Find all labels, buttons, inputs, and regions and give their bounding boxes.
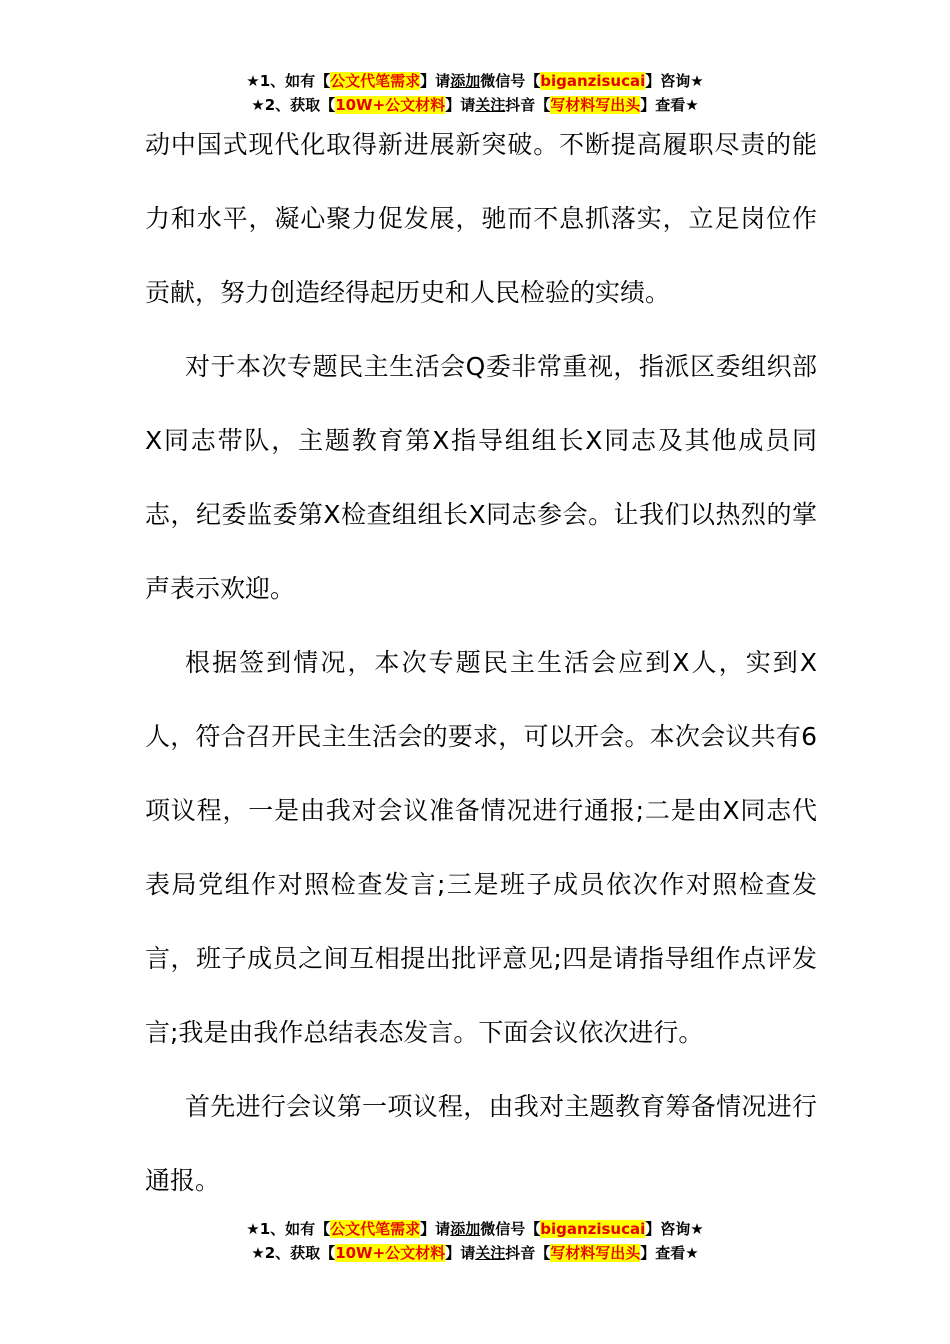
promo-text: 】咨询★ (645, 72, 704, 90)
promo-text: ★2、获取【 (251, 96, 336, 114)
promo-text: 】请 (445, 1244, 476, 1262)
promo-text: ★1、如有【 (246, 1220, 331, 1238)
promo-text: ★2、获取【 (251, 1244, 336, 1262)
promo-text: 】查看★ (640, 96, 699, 114)
footer-promo-banner (0, 1217, 950, 1265)
promo-text: 】请 (420, 72, 451, 90)
promo-text: 】请 (420, 1220, 451, 1238)
promo-text: 】查看★ (640, 1244, 699, 1262)
document-body (145, 108, 817, 1218)
promo-text: 微信号【 (480, 72, 541, 90)
promo-text: 微信号【 (480, 1220, 541, 1238)
promo-highlight: 10W+公文材料 (335, 1244, 446, 1262)
promo-text: 抖音【 (505, 96, 551, 114)
promo-highlight: 写材料写出头 (550, 96, 641, 114)
promo-highlight: 写材料写出头 (550, 1244, 641, 1262)
paragraph: 对于本次专题民主生活会Q委非常重视，指派区委组织部X同志带队，主题教育第X指导组组长X同志及其他成员同志，纪委监委第X检查组组长X同志参会。让我们以热烈的掌声表示欢迎。 (145, 352, 817, 603)
paragraph: 首先进行会议第一项议程，由我对主题教育筹备情况进行通报。 (145, 1092, 817, 1195)
promo-line-2 (0, 1241, 950, 1265)
promo-line-1 (0, 1217, 950, 1241)
promo-text: 】咨询★ (645, 1220, 704, 1238)
promo-underline: 关注 (475, 1244, 506, 1262)
paragraph: 根据签到情况，本次专题民主生活会应到X人，实到X人，符合召开民主生活会的要求，可以开会。本次会议共有6项议程，一是由我对会议准备情况进行通报;二是由X同志代表局党组作对照检查发言;三是班子成员依次作对照检查发言，班子成员之间互相提出批评意见;四是请指导组作点评发言;我是由我作总结表态发言。下面会议依次进行。 (145, 648, 817, 1047)
promo-highlight: 公文代笔需求 (330, 72, 421, 90)
promo-line-1 (0, 69, 950, 93)
promo-underline: 关注 (475, 96, 506, 114)
promo-highlight: biganzisucai (540, 72, 646, 90)
promo-text: 】请 (445, 96, 476, 114)
promo-underline: 添加 (450, 72, 481, 90)
promo-underline: 添加 (450, 1220, 481, 1238)
promo-highlight: biganzisucai (540, 1220, 646, 1238)
promo-text: 抖音【 (505, 1244, 551, 1262)
promo-text: ★1、如有【 (246, 72, 331, 90)
promo-highlight: 10W+公文材料 (335, 96, 446, 114)
paragraph-continuation: 动中国式现代化取得新进展新突破。不断提高履职尽责的能力和水平，凝心聚力促发展，驰而不息抓落实，立足岗位作贡献，努力创造经得起历史和人民检验的实绩。 (145, 130, 817, 307)
promo-highlight: 公文代笔需求 (330, 1220, 421, 1238)
